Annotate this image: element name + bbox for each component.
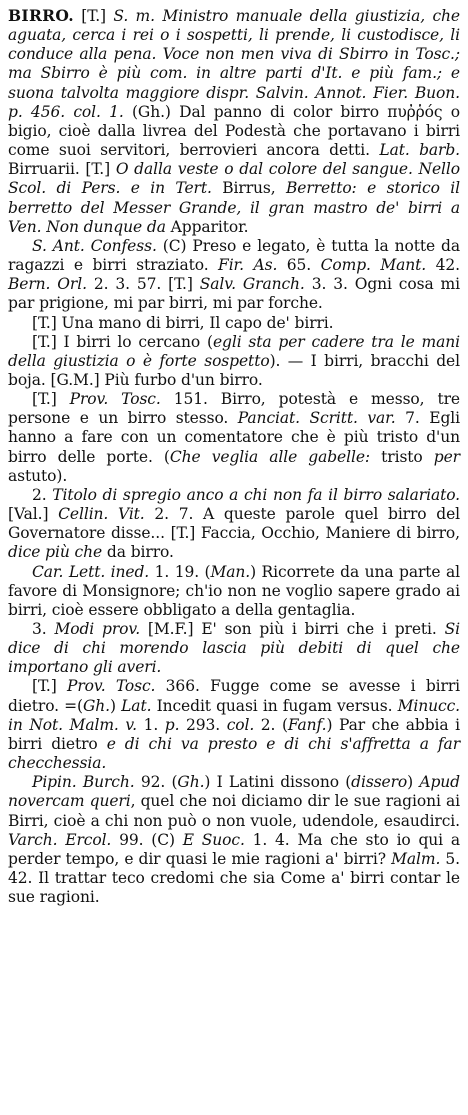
- text-run: 92. (: [134, 773, 178, 792]
- text-run: astuto).: [8, 466, 68, 485]
- italic-text: col.: [226, 715, 255, 734]
- italic-text: Car. Lett. ined.: [32, 562, 150, 581]
- text-run: [T.] I birri lo cercano (: [32, 332, 213, 351]
- italic-text: Panciat. Scritt. var.: [237, 409, 396, 428]
- italic-text: per: [433, 447, 460, 466]
- text-run: 366. Fugge come se avesse i birri dietro. =(: [8, 677, 460, 715]
- proverb-paragraph: [8, 390, 460, 486]
- text-run: (C) Preso e legato, è tutta la notte da ragazzi e birri straziato.: [8, 236, 461, 275]
- italic-text: dice più che: [8, 543, 103, 562]
- text-run: (Gh.) Dal panno di color birro πυῤῥός o bigio, cioè dalla livrea del Podestà che portavano i birri come suoi servitori, berrovieri ancora detti.: [8, 102, 460, 160]
- text-run: 42.: [426, 256, 460, 275]
- text-run: 2. (: [254, 715, 288, 734]
- italic-text: S. Ant. Confess.: [32, 236, 157, 255]
- text-run: Birruarii. [T.]: [8, 160, 116, 179]
- text-run: Incedit quasi in fugam versus.: [151, 696, 398, 715]
- text-run: 99. (C): [111, 830, 183, 849]
- headword: BIRRO.: [8, 6, 74, 25]
- sense-3-paragraph: [8, 620, 460, 677]
- italic-text: e di chi va presto e di chi s'affretta a far checchessia.: [8, 734, 460, 773]
- italic-text: Lat.: [121, 696, 152, 715]
- italic-text: egli sta per cadere tra le mani della giustizia o è forte sospetto: [8, 332, 460, 370]
- text-run: [T.]: [32, 390, 70, 409]
- italic-text: E Suoc.: [182, 830, 245, 849]
- italic-text: dissero: [351, 773, 408, 792]
- text-run: 1. 19. (: [149, 562, 211, 581]
- italic-text: Titolo di spregio anco a chi non fa il birro salariato.: [52, 485, 461, 504]
- text-run: 2. 3. 57. [T.]: [86, 275, 200, 294]
- text-run: ): [407, 773, 420, 792]
- italic-text: Che veglia alle gabelle:: [169, 447, 371, 466]
- citation-paragraph: [8, 773, 460, 907]
- italic-text: Berretto: e storico il berretto del Messer Grande, il gran mastro de' birri a Ven. Non dunque da: [8, 179, 460, 236]
- text-run: da birro.: [102, 543, 174, 562]
- text-run: 2. 7. A queste parole quel birro del Governatore disse... [T.] Faccia, Occhio, Maniere di birro,: [8, 505, 461, 543]
- text-run: , quel che noi diciamo dir le sue ragioni ai Birri, cioè a chi non può o non vuole, udendole, esaudirci.: [8, 792, 460, 830]
- italic-text: Gh.: [177, 773, 205, 792]
- italic-text: p.: [164, 715, 180, 734]
- text-run: 293.: [179, 715, 227, 734]
- italic-text: Man.: [210, 562, 251, 581]
- text-run: 1.: [136, 715, 165, 734]
- text-run: 5. 42. Il trattar teco credomi che sia Come a' birri contar le sue ragioni.: [8, 849, 460, 907]
- text-run: 3. 3. Ogni cosa mi par prigione, mi par birri, mi par forche.: [8, 275, 460, 313]
- citation-paragraph: [8, 237, 460, 314]
- text-run: ) Ricorrete da una parte al favore di Monsignore; ch'io non ne voglio sapere grado ai birri, cioè essere obbligato a della gentaglia.: [8, 562, 460, 619]
- italic-text: Fir. As.: [218, 256, 278, 275]
- text-run: 7. Egli hanno a fare con un comentatore che è più tristo d'un birro delle porte. (: [8, 409, 460, 466]
- text-run: ). — I birri, bracchi del boja. [G.M.] Più furbo d'un birro.: [8, 351, 460, 389]
- text-run: Apparitor.: [165, 217, 249, 236]
- text-run: 1. 4. Ma che sto io qui a perder tempo, e dir quasi le mie ragioni a' birri?: [8, 830, 460, 868]
- proverb-paragraph: [8, 677, 460, 773]
- italic-text: Si dice di chi morendo lascia più debiti di quel che importano gli averi.: [8, 620, 460, 677]
- text-run: 151. Birro, potestà e messo, tre persone e un birro stesso.: [8, 390, 460, 428]
- text-run: ) Par che abbia i birri dietro: [8, 715, 460, 753]
- text-run: [M.F.] E' son più i birri che i preti.: [140, 620, 445, 638]
- italic-text: Fanf.: [287, 715, 327, 734]
- italic-text: Pipin. Burch.: [32, 773, 135, 792]
- italic-text: Bern. Orl.: [8, 275, 87, 294]
- italic-text: Modi prov.: [54, 620, 141, 638]
- text-run: [T.]: [73, 7, 114, 25]
- example-paragraph: [8, 333, 460, 390]
- italic-text: Malm.: [391, 849, 441, 868]
- citation-paragraph: [8, 563, 460, 620]
- definition-paragraph: [8, 6, 460, 237]
- italic-text: Apud novercam queri: [8, 773, 460, 811]
- text-run: 65.: [277, 256, 321, 275]
- italic-text: O dalla veste o dal colore del sangue. Nello Scol. di Pers. e in Tert.: [8, 160, 460, 198]
- text-run: 3.: [32, 620, 55, 638]
- text-run: 2.: [32, 485, 53, 504]
- text-run: [T.] Una mano di birri, Il capo de' birri.: [32, 313, 334, 332]
- text-run: [Val.]: [8, 505, 59, 524]
- italic-text: Lat. barb.: [379, 141, 460, 160]
- italic-text: S. m. Ministro manuale della giustizia, che aguata, cerca i rei o i sospetti, li prende, li custodisce, li conduce alla pena. Voce non men viva di Sbirro in Tosc.; ma Sbirro è più com. in altre parti d'It. e più fam.; e suona talvolta maggiore dispr. Salvin. Annot. Fier. Buon. p. 456. col. 1.: [8, 7, 460, 121]
- example-paragraph: [8, 314, 460, 333]
- text-run: Birrus,: [211, 179, 287, 198]
- italic-text: Gh.: [82, 696, 110, 715]
- italic-text: Cellin. Vit.: [58, 505, 145, 524]
- sense-2-paragraph: [8, 486, 460, 563]
- italic-text: Prov. Tosc.: [67, 677, 156, 696]
- text-run: tristo: [370, 447, 434, 466]
- italic-text: Varch. Ercol.: [8, 830, 112, 849]
- text-run: ) I Latini dissono (: [204, 773, 352, 792]
- text-run: [T.]: [32, 677, 67, 696]
- italic-text: Salv. Granch.: [199, 275, 305, 294]
- text-run: ): [109, 696, 122, 715]
- italic-text: Minucc. in Not. Malm. v.: [8, 696, 461, 734]
- italic-text: Prov. Tosc.: [69, 390, 161, 409]
- italic-text: Comp. Mant.: [320, 256, 427, 275]
